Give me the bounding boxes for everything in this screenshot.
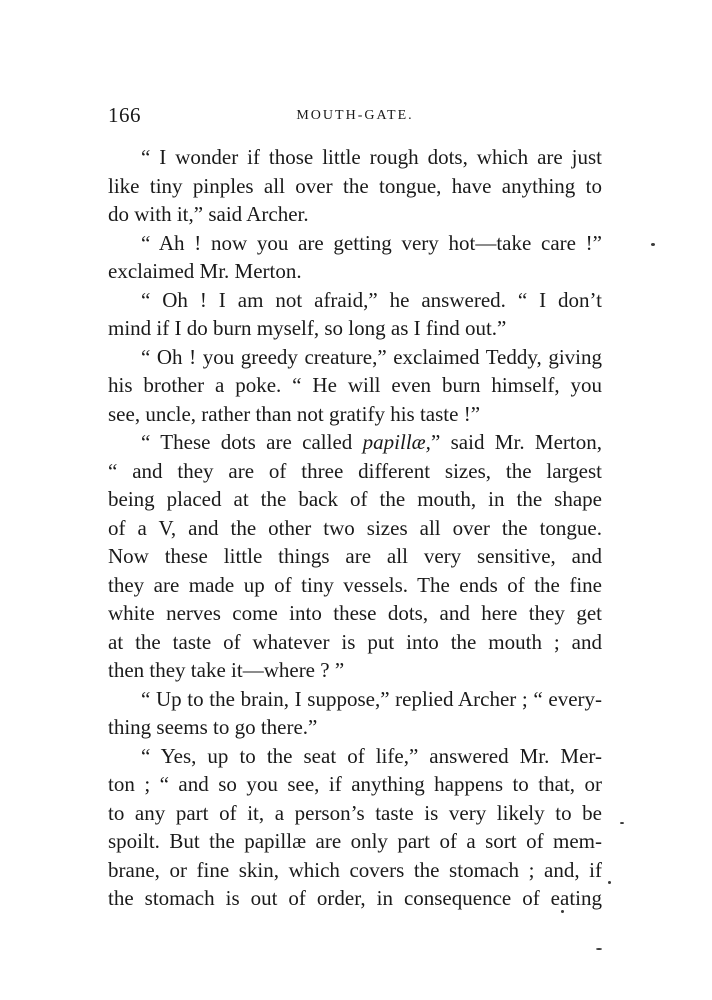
text-line-25: spoilt. But the papillæ are only part of a sort of mem- xyxy=(108,829,602,853)
text-line-21: thing seems to go there.” xyxy=(108,715,318,739)
text-line-24: to any part of it, a person’s taste is very likely to be xyxy=(108,800,602,825)
text-line-3: do with it,” said Archer. xyxy=(108,202,309,226)
text-line-17: white nerves come into these dots, and here they get xyxy=(108,601,602,625)
text-line-11: “ These dots are called papillæ,” said Mr. Merton, xyxy=(141,430,602,454)
text-line-1: “ I wonder if those little rough dots, which are just xyxy=(141,145,602,169)
text-line-22: “ Yes, up to the seat of life,” answered Mr. Mer- xyxy=(141,743,602,768)
page-number: 166 xyxy=(108,103,141,127)
running-title: MOUTH-GATE. xyxy=(296,108,414,123)
text-line-2: like tiny pinples all over the tongue, have anything to xyxy=(108,173,602,198)
ink-speck xyxy=(561,910,564,913)
text-line-13: being placed at the back of the mouth, in the shape xyxy=(108,487,602,511)
text-line-9: his brother a poke. “ He will even burn himself, you xyxy=(108,373,602,397)
text-line-5: exclaimed Mr. Merton. xyxy=(108,259,302,283)
ink-speck xyxy=(596,948,602,950)
ink-speck xyxy=(620,822,624,824)
text-line-6: “ Oh ! I am not afraid,” he answered. “ I don’t xyxy=(141,287,602,312)
page-header xyxy=(108,103,602,133)
text-line-23: ton ; “ and so you see, if anything happens to that, or xyxy=(108,772,602,796)
text-line-27: the stomach is out of order, in consequence of eating xyxy=(108,886,602,910)
ink-speck xyxy=(608,881,611,884)
body-text xyxy=(108,143,602,913)
text-line-15: Now these little things are all very sensitive, and xyxy=(108,544,602,568)
text-line-19: then they take it—where ? ” xyxy=(108,658,345,682)
text-line-18: at the taste of whatever is put into the mouth ; and xyxy=(108,629,602,654)
text-line-7: mind if I do burn myself, so long as I find out.” xyxy=(108,316,507,340)
text-line-26: brane, or fine skin, which covers the stomach ; and, if xyxy=(108,857,602,882)
text-line-16: they are made up of tiny vessels. The ends of the fine xyxy=(108,572,602,597)
text-line-12: “ and they are of three different sizes, the largest xyxy=(108,458,602,483)
ink-speck xyxy=(651,243,655,246)
text-line-20: “ Up to the brain, I suppose,” replied Archer ; “ every- xyxy=(141,686,602,711)
text-line-8: “ Oh ! you greedy creature,” exclaimed Teddy, giving xyxy=(141,344,602,369)
text-line-14: of a V, and the other two sizes all over the tongue. xyxy=(108,515,602,540)
text-line-4: “ Ah ! now you are getting very hot—take care !” xyxy=(141,230,602,255)
text-line-10: see, uncle, rather than not gratify his taste !” xyxy=(108,401,481,426)
